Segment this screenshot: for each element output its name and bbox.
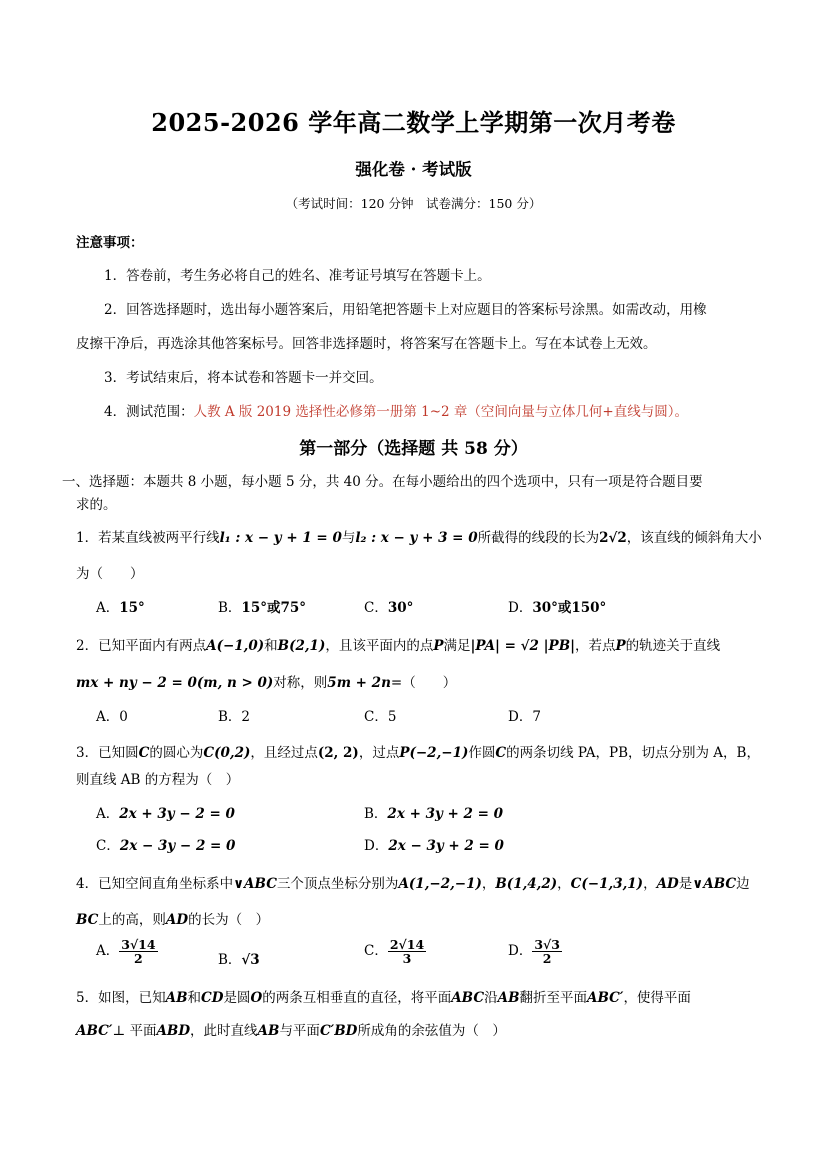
q5-plane-abc-prime: ABC′ bbox=[586, 990, 624, 1006]
q1-option-b bbox=[218, 596, 306, 616]
q4-option-b-value: √3 bbox=[241, 952, 260, 968]
question-1-stem bbox=[76, 526, 762, 546]
q3-text: 的两条切线 PA，PB，切点分别为 A，B， bbox=[506, 745, 760, 761]
q1-option-c-value: 30° bbox=[387, 600, 414, 616]
q1-option-b-value: 15°或75° bbox=[241, 600, 306, 616]
question-3-stem bbox=[76, 741, 760, 761]
q1-option-c bbox=[364, 596, 413, 616]
q4-option-d-fraction bbox=[532, 938, 562, 965]
q1-option-a bbox=[96, 596, 145, 616]
q1-option-c-label: C． bbox=[364, 600, 388, 616]
q5-text: ，此时直线 bbox=[190, 1023, 258, 1039]
q3-option-c-label: C． bbox=[96, 838, 120, 854]
q1-option-d bbox=[508, 596, 606, 616]
q4-text: 三个顶点坐标分别为 bbox=[276, 876, 399, 892]
fraction-numerator: 3√3 bbox=[534, 937, 560, 952]
q5-diameter-ab: AB bbox=[257, 1023, 280, 1039]
q2-point-b: B(2,1) bbox=[277, 638, 326, 654]
fraction-numerator: 2√14 bbox=[389, 937, 425, 952]
fraction-denominator: 2 bbox=[542, 951, 552, 967]
q3-circle-c: C bbox=[495, 745, 507, 761]
question-5-line-2 bbox=[76, 1019, 506, 1039]
q4-option-c-fraction bbox=[388, 938, 426, 965]
q5-diameter-ab: AB bbox=[165, 990, 188, 1006]
q2-point-p: P bbox=[433, 638, 444, 654]
q3-option-c-value: 2x − 3y − 2 = 0 bbox=[119, 838, 236, 854]
q1-option-a-label: A． bbox=[96, 600, 120, 616]
exam-info: （考试时间：120 分钟 试卷满分：150 分） bbox=[285, 196, 542, 211]
q4-option-d bbox=[508, 938, 562, 965]
q3-option-b-value: 2x + 3y + 2 = 0 bbox=[387, 806, 504, 822]
q2-line-equation: mx + ny − 2 = 0(m, n > 0) bbox=[76, 675, 274, 691]
q3-option-b-label: B． bbox=[364, 806, 388, 822]
exam-title: 2025-2026 学年高二数学上学期第一次月考卷 bbox=[151, 108, 676, 137]
q5-text: 翻折至平面 bbox=[519, 990, 587, 1006]
q3-option-a bbox=[96, 802, 235, 822]
q1-text: 所截得的线段的长为 bbox=[477, 530, 600, 546]
q2-point-p: P bbox=[615, 638, 626, 654]
q5-text: 所成角的余弦值为（ ） bbox=[357, 1023, 506, 1039]
q4-point-a: A(1,−2,−1) bbox=[398, 876, 482, 892]
q3-center: C(0,2) bbox=[203, 745, 251, 761]
q1-line-l1: l₁ : x − y + 1 = 0 bbox=[219, 530, 342, 546]
q4-text: 的长为（ ） bbox=[188, 912, 270, 928]
section-1-title: 第一部分（选择题 共 58 分） bbox=[299, 439, 528, 459]
notice-item-3: 3．考试结束后，将本试卷和答题卡一并交回。 bbox=[104, 370, 383, 386]
q1-option-a-value: 15° bbox=[119, 600, 145, 616]
q4-option-b-label: B． bbox=[218, 952, 242, 968]
fraction-denominator: 3 bbox=[402, 951, 412, 967]
q4-text: ， bbox=[643, 876, 657, 892]
q5-text: 与平面 bbox=[279, 1023, 320, 1039]
q3-point-p: P(−2,−1) bbox=[399, 745, 469, 761]
q4-triangle: ∨ABC bbox=[692, 876, 737, 892]
q5-text: 是圆 bbox=[223, 990, 251, 1006]
q4-segment-ad: AD bbox=[165, 912, 189, 928]
q4-option-c-label: C． bbox=[364, 943, 388, 960]
question-4-stem bbox=[76, 872, 750, 892]
q2-text: 2．已知平面内有两点 bbox=[76, 638, 207, 654]
q2-option-a: A．0 bbox=[96, 709, 128, 725]
q1-length: 2√2 bbox=[599, 530, 627, 546]
q3-point: (2, 2) bbox=[317, 745, 359, 761]
fraction-denominator: 2 bbox=[134, 951, 143, 967]
q2-text: =（ ） bbox=[390, 675, 457, 691]
notice-item-2-line-1: 2．回答选择题时，选出每小题答案后，用铅笔把答题卡上对应题目的答案标号涂黑。如需改动，用橡 bbox=[104, 302, 707, 318]
q4-segment-ad: AD bbox=[656, 876, 679, 892]
notice-item-4 bbox=[104, 400, 688, 420]
q2-point-a: A(−1,0) bbox=[206, 638, 265, 654]
question-4-line-2 bbox=[76, 908, 269, 928]
q5-plane-abd: ABD bbox=[156, 1023, 191, 1039]
q2-text: 满足 bbox=[443, 638, 471, 654]
q3-option-b bbox=[364, 802, 503, 822]
q3-text: ，过点 bbox=[358, 745, 400, 761]
question-3-line-2: 则直线 AB 的方程为（ ） bbox=[76, 772, 240, 788]
question-1-line-2: 为（ ） bbox=[76, 566, 144, 582]
q3-text: 作圆 bbox=[468, 745, 496, 761]
q4-point-b: B(1,4,2) bbox=[495, 876, 558, 892]
q4-option-b bbox=[218, 948, 260, 968]
q5-text: 5．如图，已知 bbox=[76, 990, 166, 1006]
section-1-instruction-line-1: 一、选择题：本题共 8 小题，每小题 5 分，共 40 分。在每小题给出的四个选项中，只有一项是符合题目要 bbox=[62, 474, 703, 490]
q4-option-a-label: A． bbox=[96, 943, 120, 960]
q5-text: 沿 bbox=[484, 990, 498, 1006]
q2-text: 对称，则 bbox=[273, 675, 328, 691]
q5-text: ，使得平面 bbox=[623, 990, 691, 1006]
q4-text: 是 bbox=[678, 876, 693, 892]
q3-option-d-label: D． bbox=[364, 838, 389, 854]
q2-text: ，且该平面内的点 bbox=[325, 638, 434, 654]
question-2-stem bbox=[76, 634, 720, 654]
q1-option-d-label: D． bbox=[508, 600, 533, 616]
q5-plane-abc-prime: ABC′ bbox=[76, 1023, 113, 1039]
notice-item-2-line-2: 皮擦干净后，再选涂其他答案标号。回答非选择题时，将答案写在答题卡上。写在本试卷上无效。 bbox=[76, 336, 657, 352]
q4-text: 边 bbox=[736, 876, 750, 892]
q2-option-c: C．5 bbox=[364, 709, 397, 725]
q5-text: 的两条互相垂直的直径，将平面 bbox=[262, 990, 452, 1006]
q2-text: ，若点 bbox=[575, 638, 616, 654]
section-1-instruction-line-2: 求的。 bbox=[76, 497, 117, 513]
q3-option-c bbox=[96, 834, 235, 854]
q1-option-b-label: B． bbox=[218, 600, 242, 616]
q4-triangle: ∨ABC bbox=[233, 876, 277, 892]
q4-option-d-label: D． bbox=[508, 943, 533, 960]
q2-text: 和 bbox=[264, 638, 278, 654]
question-5-stem bbox=[76, 986, 691, 1006]
q4-segment-bc: BC bbox=[76, 912, 99, 928]
q3-option-a-value: 2x + 3y − 2 = 0 bbox=[119, 806, 235, 822]
q1-line-l2: l₂ : x − y + 3 = 0 bbox=[355, 530, 478, 546]
q1-text: 与 bbox=[341, 530, 356, 546]
q4-point-c: C(−1,3,1) bbox=[570, 876, 644, 892]
notice-heading: 注意事项： bbox=[76, 235, 144, 251]
q1-text: 1．若某直线被两平行线 bbox=[76, 530, 220, 546]
q3-text: 3．已知圆 bbox=[76, 745, 139, 761]
q5-diameter-ab: AB bbox=[497, 990, 520, 1006]
q4-text: 4．已知空间直角坐标系中 bbox=[76, 876, 234, 892]
q5-text: 和 bbox=[187, 990, 201, 1006]
q1-text: ，该直线的倾斜角大小 bbox=[626, 530, 762, 546]
q4-text: 上的高，则 bbox=[98, 912, 166, 928]
q2-option-d: D．7 bbox=[508, 709, 541, 725]
q2-expression: 5m + 2n bbox=[327, 675, 391, 691]
q4-option-a bbox=[96, 938, 158, 965]
q2-option-b: B．2 bbox=[218, 709, 251, 725]
fraction-numerator: 3√14 bbox=[121, 937, 156, 952]
q4-option-c bbox=[364, 938, 426, 965]
q2-condition: |PA| = √2 |PB| bbox=[470, 638, 576, 654]
notice-item-4-prefix: 4．测试范围： bbox=[104, 404, 194, 420]
q1-option-d-value: 30°或150° bbox=[532, 600, 607, 616]
q5-plane-abc: ABC bbox=[451, 990, 485, 1006]
q5-plane-cbd: C′BD bbox=[319, 1023, 358, 1039]
q3-option-a-label: A． bbox=[96, 806, 120, 822]
q3-text: 的圆心为 bbox=[149, 745, 204, 761]
q5-text: ⊥ 平面 bbox=[112, 1023, 157, 1039]
q5-circle-o: O bbox=[250, 990, 263, 1006]
q3-option-d-value: 2x − 3y + 2 = 0 bbox=[388, 838, 504, 854]
q4-option-a-fraction bbox=[119, 938, 157, 965]
q3-option-d bbox=[364, 834, 504, 854]
q2-text: 的轨迹关于直线 bbox=[625, 638, 721, 654]
test-scope: 人教 A 版 2019 选择性必修第一册第 1~2 章（空间向量与立体几何+直线与圆）。 bbox=[193, 404, 688, 420]
q3-circle-c: C bbox=[138, 745, 150, 761]
question-2-line-2 bbox=[76, 671, 456, 691]
q3-text: ，且经过点 bbox=[250, 745, 318, 761]
exam-subtitle: 强化卷 · 考试版 bbox=[355, 160, 472, 179]
q5-diameter-cd: CD bbox=[200, 990, 224, 1006]
notice-item-1: 1．答卷前，考生务必将自己的姓名、准考证号填写在答题卡上。 bbox=[104, 268, 491, 284]
q4-text: ， bbox=[481, 876, 496, 892]
q4-text: ， bbox=[557, 876, 571, 892]
